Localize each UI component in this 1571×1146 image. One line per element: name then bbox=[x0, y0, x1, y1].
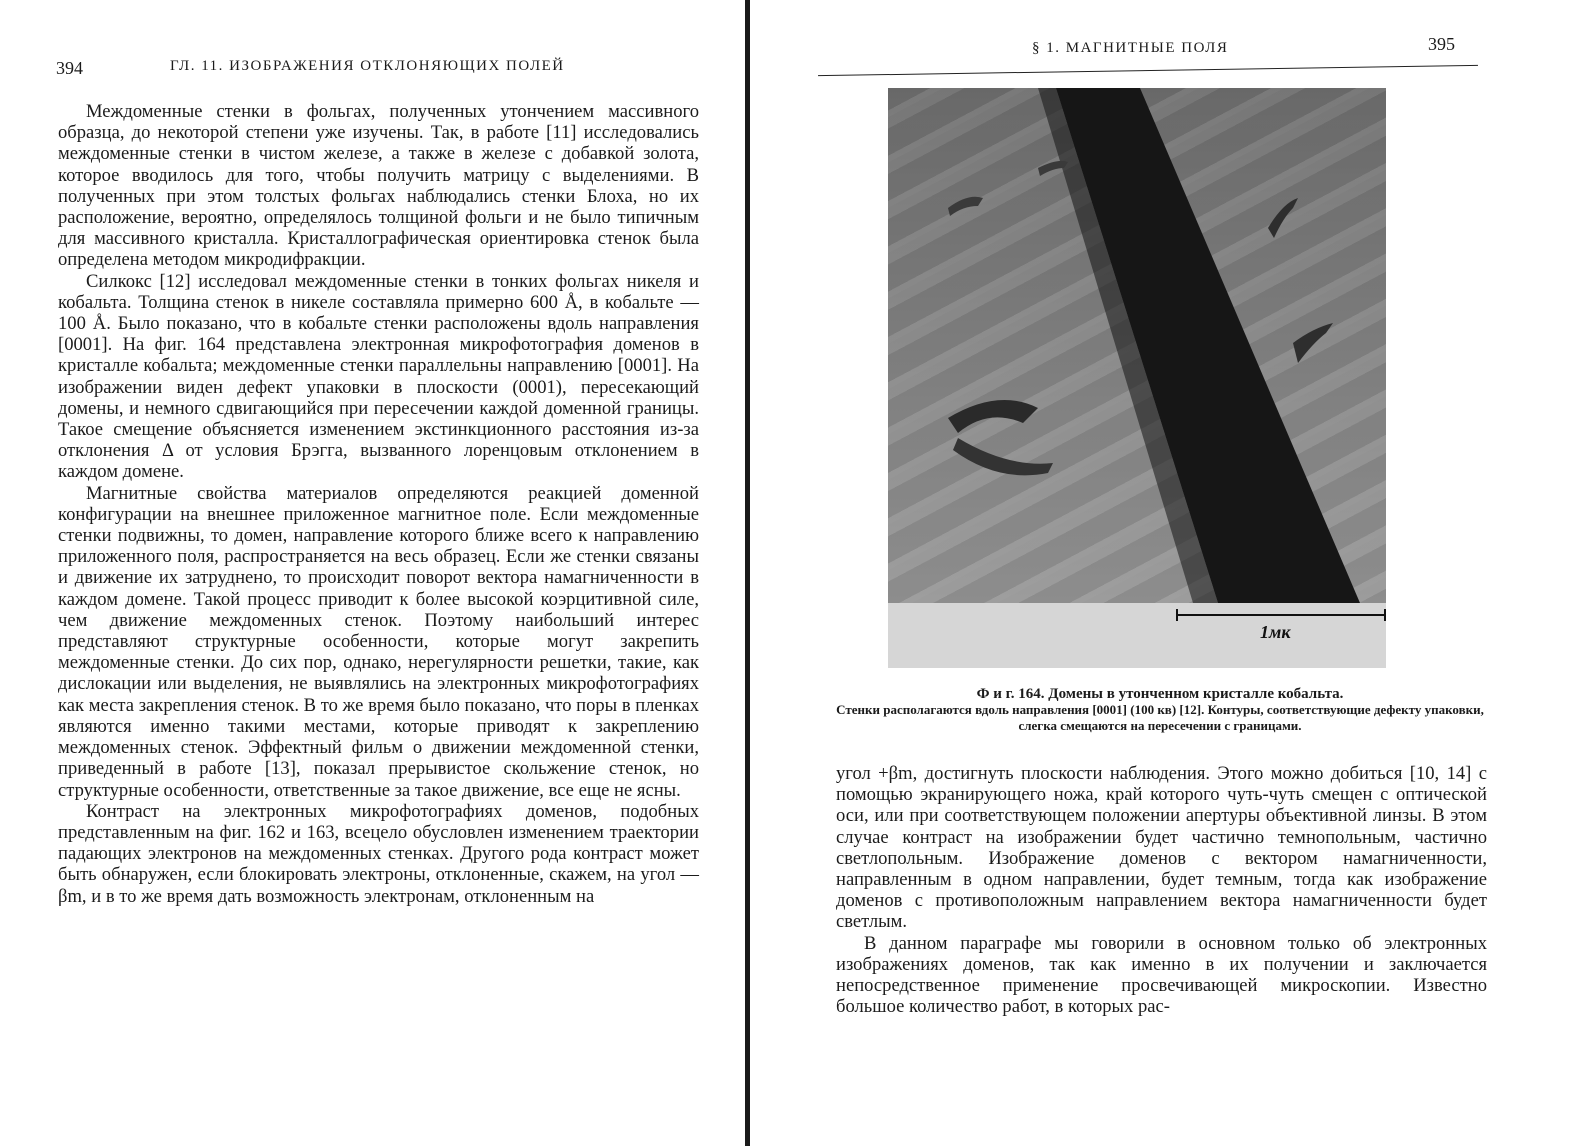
micrograph-figure bbox=[888, 88, 1386, 668]
caption-body: Стенки располагаются вдоль направления [0001] (100 кв) [12]. Контуры, соответствующие дефекту упаковки, слегка смещаются на пересечении с границами. bbox=[836, 702, 1484, 733]
paragraph: В данном параграфе мы говорили в основном только об электронных изображениях доменов, так как именно в их получении и заключается непосредственное применение просвечивающей микроскопии. Известно большое количество работ, в которых рас- bbox=[836, 932, 1487, 1018]
micrograph-image bbox=[888, 88, 1386, 668]
scale-label: 1мк bbox=[1260, 622, 1291, 642]
paragraph: Магнитные свойства материалов определяются реакцией доменной конфигурации на внешнее приложенное магнитное поле. Если междоменные стенки подвижны, то домен, направление которого ближе всего к направлению приложенного поля, распространяется на весь образец. Если же стенки связаны и движение их затруднено, то происходит поворот вектора намагниченности в каждом домене. Такой процесс приводит к более высокой коэрцитивной силе, чем движение междоменных стенок. Поэтому наибольший интерес представляют структурные особенности, которые могут закрепить междоменные стенки. До сих пор, однако, нерегулярности решетки, такие, как дислокации или выделения, не выявлялись на электронных микрофотографиях как места закрепления стенок. В то же время было показано, что поры в пленках являются именно такими местами, которые приводят к закреплению междоменных стенок. Эффектный фильм о движении междоменной стенки, приведенный в работе [13], показал прерывистое скольжение стенок, но структурные особенности, ответственные за такое движение, все еще не ясны. bbox=[58, 482, 699, 801]
left-body-text bbox=[58, 101, 699, 907]
left-page bbox=[0, 0, 745, 1146]
scale-bar bbox=[1176, 614, 1386, 616]
paragraph: Контраст на электронных микрофотографиях доменов, подобных представленным на фиг. 162 и 163, всецело обусловлен изменением траектории падающих электронов на междоменных стенках. Другого рода контраст может быть обнаружен, если блокировать электроны, отклоненные, скажем, на угол —βm, и в то же время дать возможность электронам, отклоненным на bbox=[58, 800, 699, 907]
right-body-text bbox=[836, 763, 1487, 1017]
right-running-header: § 1. МАГНИТНЫЕ ПОЛЯ bbox=[1032, 40, 1229, 56]
book-gutter bbox=[745, 0, 750, 1146]
paragraph: угол +βm, достигнуть плоскости наблюдения. Этого можно добиться [10, 14] с помощью экранирующего ножа, край которого чуть-чуть смещен с оптической оси, или при соответствующем положении апертуры объективной линзы. В этом случае контраст на изображении будет частично темнопольным, частично светлопольным. Изображение доменов с вектором намагниченности, направленным в одном направлении, будет темным, тогда как изображение доменов с противоположным направлением вектора намагниченности будет светлым. bbox=[836, 763, 1487, 933]
left-page-number: 394 bbox=[56, 58, 83, 78]
left-running-header: ГЛ. 11. ИЗОБРАЖЕНИЯ ОТКЛОНЯЮЩИХ ПОЛЕЙ bbox=[170, 58, 565, 74]
caption-title: Ф и г. 164. Домены в утонченном кристалле кобальта. bbox=[976, 686, 1344, 702]
paragraph: Силкокс [12] исследовал междоменные стенки в тонких фольгах никеля и кобальта. Толщина стенок в никеле составляла примерно 600 Å, в кобальте — 100 Å. Было показано, что в кобальте стенки расположены вдоль направления [0001]. На фиг. 164 представлена электронная микрофотография доменов в кристалле кобальта; междоменные стенки параллельны направлению [0001]. На изображении виден дефект упаковки в плоскости (0001), пересекающий домены, и немного сдвигающийся при пересечении каждой доменной границы. Такое смещение объясняется изменением экстинкционного расстояния из-за отклонения Δ от условия Брэгга, вызванного лоренцовым отклонением в каждом домене. bbox=[58, 270, 699, 483]
right-page bbox=[760, 0, 1571, 1146]
header-rule bbox=[818, 65, 1478, 76]
paragraph: Междоменные стенки в фольгах, полученных утончением массивного образца, до некоторой степени уже изучены. Так, в работе [11] исследовались междоменные стенки в чистом железе, а также в железе с добавкой золота, которое вводилось для того, чтобы получить матрицу с выделениями. В полученных при этом толстых фольгах наблюдались стенки Блоха, но их расположение, вероятно, определялось толщиной фольги и не было типичным для массивного кристалла. Кристаллографическая ориентировка стенок была определена методом микродифракции. bbox=[58, 101, 699, 271]
figure-caption bbox=[830, 686, 1490, 734]
right-page-number: 395 bbox=[1428, 34, 1455, 54]
